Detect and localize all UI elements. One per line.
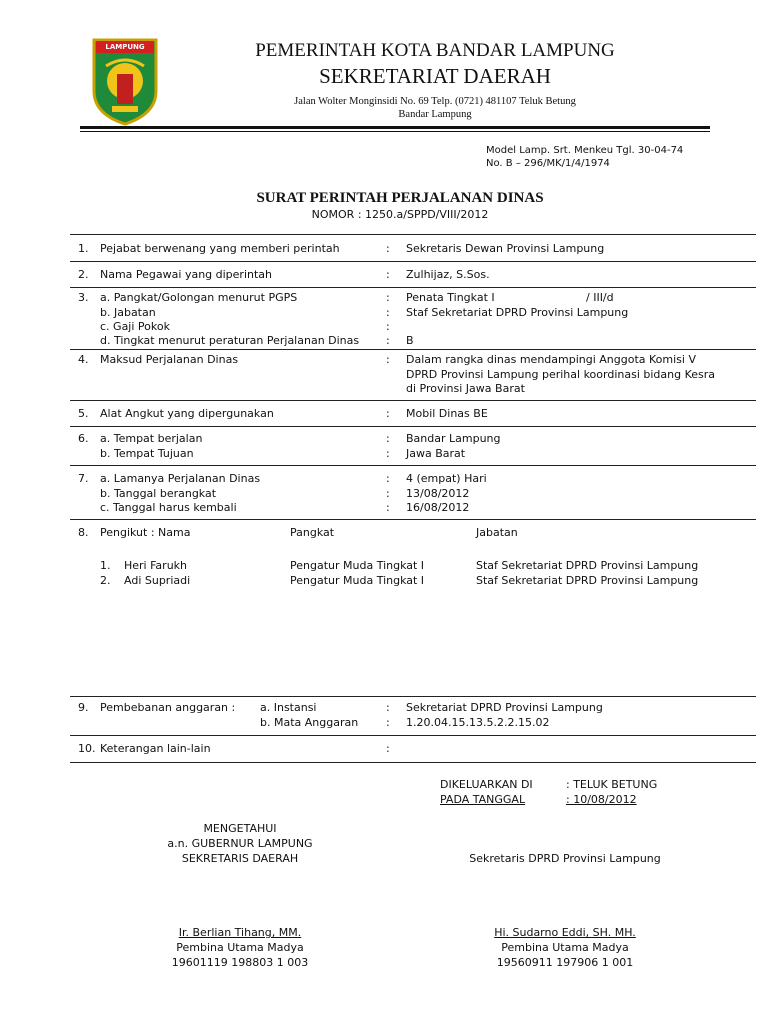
row-label: Pejabat berwenang yang memberi perintah: [100, 242, 340, 255]
left-sign-line-1: MENGETAHUI: [203, 822, 277, 835]
row-sublabel: b. Mata Anggaran: [260, 716, 359, 729]
row-value: 13/08/2012: [406, 487, 470, 500]
row-label: Keterangan lain-lain: [100, 742, 211, 755]
right-signatory-rank: Pembina Utama Madya: [501, 941, 629, 954]
colon: :: [386, 487, 390, 500]
colon: :: [386, 291, 390, 304]
row-number: 6.: [78, 432, 89, 445]
row-value: Zulhijaz, S.Sos.: [406, 268, 490, 281]
follower-name: Adi Supriadi: [124, 574, 191, 587]
model-line-1: Model Lamp. Srt. Menkeu Tgl. 30-04-74: [486, 145, 684, 156]
address-line-1: Jalan Wolter Monginsidi No. 69 Telp. (0721) 481107 Teluk Betung: [294, 96, 576, 107]
follower-position: Staf Sekretariat DPRD Provinsi Lampung: [476, 559, 699, 572]
colon: :: [386, 353, 390, 366]
model-line-2: No. B – 296/MK/1/4/1974: [486, 158, 610, 169]
row-label: Nama Pegawai yang diperintah: [100, 268, 273, 281]
row-divider: [70, 735, 756, 736]
row-divider: [70, 349, 756, 350]
colon: :: [386, 501, 390, 514]
left-sign-line-3: SEKRETARIS DAERAH: [181, 852, 299, 865]
document-title: SURAT PERINTAH PERJALANAN DINAS: [256, 190, 544, 206]
row-divider: [70, 261, 756, 262]
row-value: di Provinsi Jawa Barat: [406, 382, 525, 395]
row-sublabel: a. Instansi: [260, 701, 317, 714]
row-value: Sekretariat DPRD Provinsi Lampung: [406, 701, 603, 714]
colon: :: [386, 334, 390, 347]
left-signatory-name: Ir. Berlian Tihang, MM.: [178, 926, 302, 939]
colon: :: [386, 716, 390, 729]
row-label: Maksud Perjalanan Dinas: [100, 353, 239, 366]
row-number: 9.: [78, 701, 89, 714]
colon: :: [386, 268, 390, 281]
follower-name: Heri Farukh: [124, 559, 188, 572]
emblem-label: LAMPUNG: [105, 43, 145, 51]
row-number: 8.: [78, 526, 89, 539]
row-label: a. Lamanya Perjalanan Dinas: [100, 472, 261, 485]
address-line-2: Bandar Lampung: [398, 109, 472, 120]
row-value: 16/08/2012: [406, 501, 470, 514]
follower-number: 1.: [100, 559, 111, 572]
row-number: 1.: [78, 242, 89, 255]
right-sign-title: Sekretaris DPRD Provinsi Lampung: [469, 852, 661, 865]
row-value: Staf Sekretariat DPRD Provinsi Lampung: [406, 306, 629, 319]
issued-date-label: PADA TANGGAL: [440, 793, 526, 806]
row-value: B: [406, 334, 414, 347]
colon: :: [386, 447, 390, 460]
colon: :: [386, 407, 390, 420]
row-divider: [70, 426, 756, 427]
row-value: Penata Tingkat I: [406, 291, 495, 304]
column-header-jabatan: Jabatan: [476, 526, 518, 539]
row-label: b. Tanggal berangkat: [100, 487, 217, 500]
colon: :: [386, 320, 390, 333]
colon: :: [386, 701, 390, 714]
row-number: 5.: [78, 407, 89, 420]
table-border-top: [70, 234, 756, 235]
issued-place-value: : TELUK BETUNG: [566, 778, 658, 791]
left-signatory-rank: Pembina Utama Madya: [176, 941, 304, 954]
row-label: a. Pangkat/Golongan menurut PGPS: [100, 291, 298, 304]
row-number: 3.: [78, 291, 89, 304]
row-value: Dalam rangka dinas mendampingi Anggota Komisi V: [406, 353, 696, 366]
issued-date-value: : 10/08/2012: [566, 793, 637, 806]
issued-place-label: DIKELUARKAN DI: [440, 778, 533, 791]
government-name: PEMERINTAH KOTA BANDAR LAMPUNG: [255, 40, 615, 61]
office-name: SEKRETARIAT DAERAH: [319, 64, 551, 88]
row-label: b. Tempat Tujuan: [100, 447, 194, 460]
right-signatory-nip: 19560911 197906 1 001: [496, 956, 634, 969]
document-number: NOMOR : 1250.a/SPPD/VIII/2012: [311, 208, 489, 221]
row-divider: [70, 465, 756, 466]
row-number: 10.: [78, 742, 96, 755]
row-divider: [70, 400, 756, 401]
row-value: DPRD Provinsi Lampung perihal koordinasi bidang Kesra: [406, 368, 716, 381]
follower-rank: Pengatur Muda Tingkat I: [290, 559, 425, 572]
follower-rank: Pengatur Muda Tingkat I: [290, 574, 425, 587]
row-value-grade: / III/d: [586, 291, 614, 304]
header-rule-thin: [80, 131, 710, 132]
row-label: Pembebanan anggaran :: [100, 701, 236, 714]
left-signatory-nip: 19601119 198803 1 003: [171, 956, 309, 969]
row-label: Pengikut : Nama: [100, 526, 191, 539]
left-sign-line-2: a.n. GUBERNUR LAMPUNG: [167, 837, 313, 850]
follower-number: 2.: [100, 574, 111, 587]
row-value: Sekretaris Dewan Provinsi Lampung: [406, 242, 605, 255]
table-border-bottom: [70, 762, 756, 763]
row-divider: [70, 519, 756, 520]
row-number: 4.: [78, 353, 89, 366]
right-signatory-name: Hi. Sudarno Eddi, SH. MH.: [494, 926, 636, 939]
row-value: 4 (empat) Hari: [406, 472, 487, 485]
colon: :: [386, 242, 390, 255]
colon: :: [386, 472, 390, 485]
lampung-emblem: [90, 36, 160, 126]
colon: :: [386, 306, 390, 319]
follower-position: Staf Sekretariat DPRD Provinsi Lampung: [476, 574, 699, 587]
colon: :: [386, 432, 390, 445]
header-rule-thick: [80, 126, 710, 129]
row-label: Alat Angkut yang dipergunakan: [100, 407, 274, 420]
row-value: Jawa Barat: [406, 447, 466, 460]
row-number: 2.: [78, 268, 89, 281]
row-value: 1.20.04.15.13.5.2.2.15.02: [406, 716, 550, 729]
row-label: b. Jabatan: [100, 306, 156, 319]
row-label: c. Tanggal harus kembali: [100, 501, 237, 514]
column-header-pangkat: Pangkat: [290, 526, 335, 539]
row-divider: [70, 696, 756, 697]
row-label: d. Tingkat menurut peraturan Perjalanan Dinas: [100, 334, 360, 347]
row-divider: [70, 287, 756, 288]
row-label: c. Gaji Pokok: [100, 320, 170, 333]
row-value: Bandar Lampung: [406, 432, 501, 445]
row-value: Mobil Dinas BE: [406, 407, 488, 420]
row-label: a. Tempat berjalan: [100, 432, 203, 445]
colon: :: [386, 742, 390, 755]
row-number: 7.: [78, 472, 89, 485]
